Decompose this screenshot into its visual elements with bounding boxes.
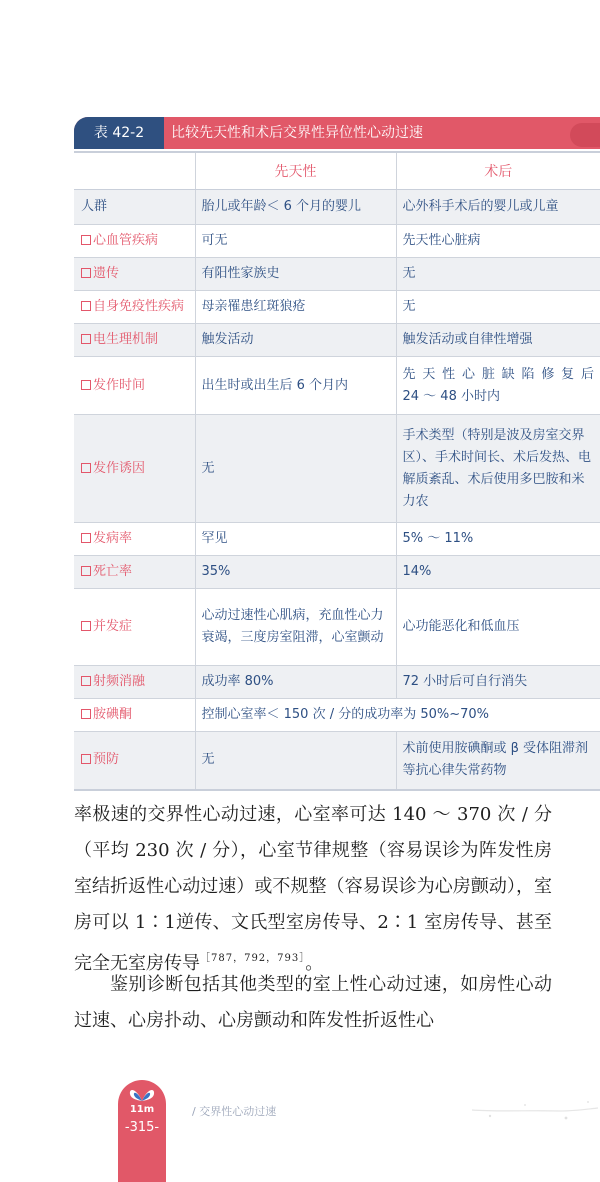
row-label — [74, 556, 195, 589]
row-label-text: 人群 — [81, 199, 108, 214]
cell-congenital: 胎儿或年龄＜ 6 个月的婴儿 — [195, 190, 396, 225]
table-row — [74, 258, 600, 291]
body-paragraph — [74, 797, 552, 982]
chapter-title: / 交界性心动过速 — [192, 1105, 277, 1118]
cell-congenital: 可无 — [195, 225, 396, 258]
row-label — [74, 699, 195, 732]
checkbox-icon — [81, 235, 91, 245]
row-label-text: 射频消融 — [93, 674, 146, 689]
checkbox-icon — [81, 621, 91, 631]
butterfly-logo-icon — [127, 1085, 157, 1103]
row-label-text: 死亡率 — [93, 564, 133, 579]
cell-postop: 无 — [396, 291, 600, 324]
table-row — [74, 190, 600, 225]
row-label — [74, 225, 195, 258]
cell-congenital: 出生时或出生后 6 个月内 — [195, 357, 396, 415]
row-label — [74, 523, 195, 556]
cell-postop — [396, 357, 600, 415]
checkbox-icon — [81, 566, 91, 576]
cell-congenital: 无 — [195, 732, 396, 790]
row-label-text: 遗传 — [93, 266, 120, 281]
cell-congenital: 心动过速性心肌病，充血性心力衰竭，三度房室阻滞，心室颤动 — [195, 589, 396, 666]
row-label — [74, 415, 195, 523]
table-caption — [74, 115, 600, 151]
page-number: -315- — [124, 1120, 160, 1135]
paragraph-tail: 。 — [305, 953, 324, 974]
checkbox-icon — [81, 533, 91, 543]
checkbox-icon — [81, 754, 91, 764]
cell-congenital: 有阳性家族史 — [195, 258, 396, 291]
table-row — [74, 556, 600, 589]
caption-tail — [570, 123, 600, 147]
row-label — [74, 324, 195, 357]
cell-postop: 触发活动或自律性增强 — [396, 324, 600, 357]
ink-splatter-decoration-icon — [470, 1096, 600, 1126]
row-label — [74, 732, 195, 790]
paragraph-text: 率极速的交界性心动过速，心室率可达 140 ～ 370 次 / 分（平均 230 次 / 分），心室节律规整（容易误诊为阵发性房室结折返性心动过速）或不规整（容易误诊为心房颤动），室房可以 1∶1逆传、文氏型室房传导、2∶1 室房传导、甚至完全无室房传导 — [74, 804, 552, 974]
comparison-table — [74, 151, 600, 791]
paragraph-text: 鉴别诊断包括其他类型的室上性心动过速，如房性心动过速、心房扑动、心房颤动和阵发性折返性心 — [74, 974, 552, 1031]
table-row — [74, 699, 600, 732]
row-label — [74, 357, 195, 415]
checkbox-icon — [81, 268, 91, 278]
row-label-text: 发作诱因 — [93, 460, 146, 476]
row-label-text: 发作时间 — [93, 377, 146, 393]
cell-merged: 控制心室率＜ 150 次 / 分的成功率为 50%~70% — [195, 699, 600, 732]
row-label-text: 电生理机制 — [93, 332, 159, 347]
row-label-text: 胺碘酮 — [93, 707, 133, 722]
cell-postop: 术前使用胺碘酮或 β 受体阻滞剂等抗心律失常药物 — [396, 732, 600, 790]
row-label — [74, 190, 195, 225]
cell-postop: 72 小时后可自行消失 — [396, 666, 600, 699]
citation-ref: ［787，792，793］ — [200, 953, 306, 964]
column-header-blank — [74, 152, 195, 190]
row-label-text: 并发症 — [93, 619, 133, 634]
cell-postop-line: 24 ～ 48 小时内 — [402, 388, 500, 404]
row-label — [74, 258, 195, 291]
cell-congenital: 罕见 — [195, 523, 396, 556]
cell-postop: 无 — [396, 258, 600, 291]
logo-text: 11m — [129, 1104, 155, 1115]
row-label-text: 心血管疾病 — [93, 233, 159, 248]
table-header-row — [74, 152, 600, 190]
table-number: 表 42-2 — [74, 117, 164, 149]
column-header-postop: 术后 — [396, 152, 600, 190]
table-row — [74, 732, 600, 790]
checkbox-icon — [81, 463, 91, 473]
cell-congenital: 35% — [195, 556, 396, 589]
table-row — [74, 225, 600, 258]
body-paragraph — [74, 967, 552, 1039]
cell-postop: 先天性心脏病 — [396, 225, 600, 258]
cell-postop: 心功能恶化和低血压 — [396, 589, 600, 666]
comparison-table-block — [74, 115, 600, 791]
table-row — [74, 357, 600, 415]
cell-congenital: 无 — [195, 415, 396, 523]
row-label-text: 自身免疫性疾病 — [93, 299, 185, 314]
table-row — [74, 291, 600, 324]
row-label — [74, 291, 195, 324]
table-row — [74, 415, 600, 523]
checkbox-icon — [81, 301, 91, 311]
page-tab — [118, 1080, 166, 1182]
cell-postop-line: 先天性心脏缺陷修复后 — [402, 366, 594, 382]
cell-postop: 5% ～ 11% — [396, 523, 600, 556]
table-row — [74, 666, 600, 699]
cell-congenital: 母亲罹患红斑狼疮 — [195, 291, 396, 324]
row-label-text: 发病率 — [93, 531, 133, 546]
column-header-congenital: 先天性 — [195, 152, 396, 190]
row-label-text: 预防 — [93, 752, 120, 768]
cell-postop: 心外科手术后的婴儿或儿童 — [396, 190, 600, 225]
table-row — [74, 589, 600, 666]
checkbox-icon — [81, 334, 91, 344]
checkbox-icon — [81, 709, 91, 719]
cell-postop: 14% — [396, 556, 600, 589]
table-title: 比较先天性和术后交界性异位性心动过速 — [171, 125, 423, 141]
table-row — [74, 523, 600, 556]
checkbox-icon — [81, 380, 91, 390]
row-label — [74, 589, 195, 666]
cell-congenital: 触发活动 — [195, 324, 396, 357]
table-row — [74, 324, 600, 357]
cell-postop: 手术类型（特别是波及房室交界区）、手术时间长、术后发热、电解质紊乱、术后使用多巴胺和米力农 — [396, 415, 600, 523]
row-label — [74, 666, 195, 699]
checkbox-icon — [81, 676, 91, 686]
cell-congenital: 成功率 80% — [195, 666, 396, 699]
